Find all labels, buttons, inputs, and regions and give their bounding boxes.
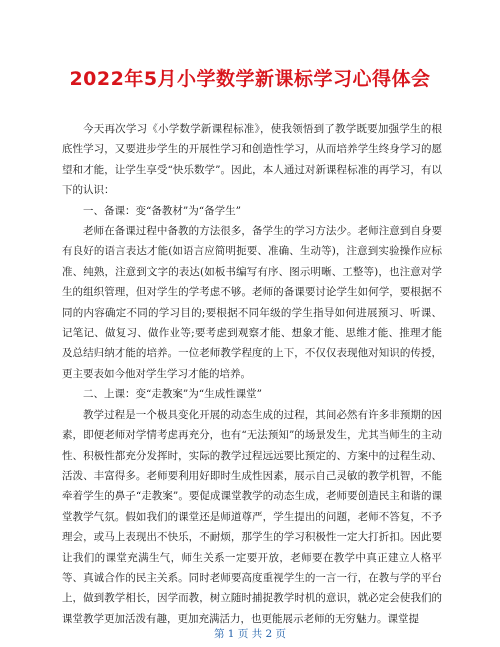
page-number-footer: 第 1 页 共 2 页	[213, 628, 287, 640]
paragraph-lesson-prep: 老师在备课过程中备教的方法很多，备学生的学习方法少。老师注意到自身要有良好的语言表达才能(如语言应简明扼要、准确、生动等)，注意到实验操作应标准、纯熟，注意到文字的表达(如板书编写有序、图示明晰、工整等)，也注意对学生的组织管理，但对学生的学考虑不够。老师的备课要讨论学生如何学，要根据不同的内容确定不同的学习目的;要根据不同年级的学生指导如何进展预习、听课、记笔记、做复习、做作业等;要考虑到观察才能、想象才能、思维才能、推理才能及总结归纳才能的培养。一位老师教学程度的上下，不仅仅表现他对知识的传授，更主要表如今他对学生学习才能的培养。	[62, 225, 442, 380]
document-title: 2022年5月小学数学新课标学习心得体会	[69, 68, 431, 90]
paragraph-class: 教学过程是一个极具变化开展的动态生成的过程，其间必然有许多非预期的因素，即便老师对学情考虑再充分，也有“无法预知”的场景发生，尤其当师生的主动性、积极性都充分发挥时，实际的教学过程远远要比预定的、方案中的过程生动、活泼、丰富得多。老师要利用好即时生成性因素，展示自己灵敏的教学机智，不能牵着学生的鼻子“走教案”。要促成课堂教学的动态生成，老师要创造民主和谐的课堂教学气氛。假如我们的课堂还是师道尊严，学生提出的问题，老师不答复，不予理会，或马上表现出不快乐，不耐烦，那学生的学习积极性一定大打折扣。因此要让我们的课堂充满生气，师生关系一定要开放，老师要在教学中真正建立人格平等、真诚合作的民主关系。同时老师要高度重视学生的一言一行，在教与学的平台上，做到教学相长，因学而教，树立随时捕捉教学时机的意识，就必定会使我们的课堂教学更加活泼有趣，更加充满活力，也更能展示老师的无穷魅力。课堂提	[62, 408, 442, 625]
section-heading-lesson-prep: 一、备课：变“备教材”为“备学生”	[83, 204, 241, 217]
paragraph-intro: 今天再次学习《小学数学新课程标准》，使我领悟到了教学既要加强学生的根底性学习，又要进步学生的开展性学习和创造性学习，从而培养学生终身学习的愿望和才能，让学生享受“快乐数学”。因此，本人通过对新课程标准的再学习，有以下的认识：	[62, 123, 442, 197]
document-body	[62, 119, 442, 629]
section-heading-class: 二、上课：变“走教案”为“生成性课堂”	[83, 388, 262, 401]
